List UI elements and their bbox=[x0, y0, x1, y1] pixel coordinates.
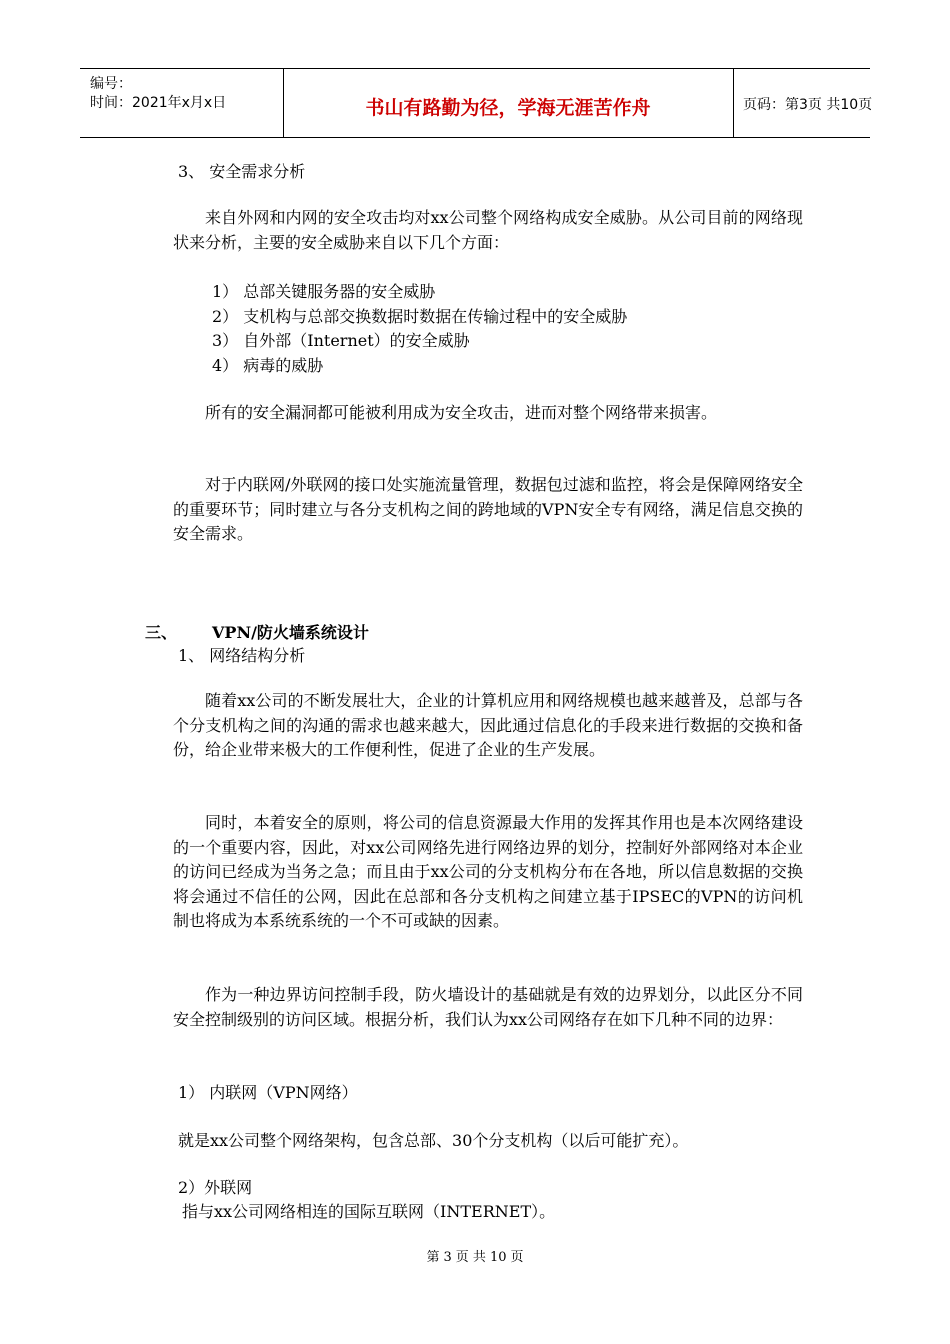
header-motto-cell bbox=[283, 69, 734, 137]
section-title: VPN/防火墙系统设计 bbox=[212, 623, 369, 642]
footer-prefix: 第 bbox=[426, 1250, 440, 1265]
header-motto: 书山有路勤为径，学海无涯苦作舟 bbox=[365, 97, 651, 119]
document-number-label: 编号： bbox=[90, 76, 132, 92]
footer-total-pages: 10 bbox=[489, 1250, 507, 1265]
network-growth-paragraph: 随着xx公司的不断发展壮大，企业的计算机应用和网络规模也越来越普及，总部与各个分支机构之间的沟通的需求也越来越大，因此通过信息化的手段来进行数据的交换和备份，给企业带来极大的工作便利性，促进了企业的生产发展。 bbox=[173, 691, 803, 760]
security-principle-paragraph: 同时，本着安全的原则，将公司的信息资源最大作用的发挥其作用也是本次网络建设的一个重要内容，因此，对xx公司网络先进行网络边界的划分，控制好外部网络对本企业的访问已经成为当务之急；而且由于xx公司的分支机构分布在各地，所以信息数据的交换将会通过不信任的公网，因此在总部和各分支机构之间建立基于IPSEC的VPN的访问机制也将成为本系统系统的一个不可或缺的因素。 bbox=[173, 813, 803, 931]
subsection-heading-network-structure: 1、 网络结构分析 bbox=[178, 646, 306, 665]
threat-item-2: 2） 支机构与总部交换数据时数据在传输过程中的安全威胁 bbox=[212, 307, 628, 326]
document-date-label: 时间：2021年x月x日 bbox=[90, 95, 227, 111]
page-header bbox=[80, 68, 873, 138]
traffic-management-paragraph: 对于内联网/外联网的接口处实施流量管理，数据包过滤和监控，将会是保障网络安全的重要环节；同时建立与各分支机构之间的跨地域的VPN安全专有网络，满足信息交换的安全需求。 bbox=[173, 475, 803, 544]
boundary-extranet-description: 指与xx公司网络相连的国际互联网（INTERNET）。 bbox=[182, 1202, 556, 1221]
footer-mid: 页 共 bbox=[455, 1250, 486, 1265]
header-page-label: 页码：第3页 共10页 bbox=[743, 97, 873, 113]
boundary-extranet-title: 2）外联网 bbox=[178, 1178, 253, 1197]
threat-item-3: 3） 自外部（Internet）的安全威胁 bbox=[212, 331, 470, 350]
threat-item-1: 1） 总部关键服务器的安全威胁 bbox=[212, 282, 436, 301]
threat-item-4: 4） 病毒的威胁 bbox=[212, 356, 324, 375]
subsection-heading-security-needs: 3、 安全需求分析 bbox=[178, 162, 306, 181]
firewall-boundary-paragraph: 作为一种边界访问控制手段，防火墙设计的基础就是有效的边界划分，以此区分不同安全控制级别的访问区域。根据分析，我们认为xx公司网络存在如下几种不同的边界： bbox=[173, 985, 803, 1029]
page-footer bbox=[0, 1246, 950, 1265]
footer-suffix: 页 bbox=[510, 1250, 524, 1265]
boundary-intranet-description: 就是xx公司整个网络架构，包含总部、30个分支机构（以后可能扩充）。 bbox=[178, 1131, 689, 1150]
header-info-cell bbox=[80, 69, 284, 137]
boundary-intranet-title: 1） 内联网（VPN网络） bbox=[178, 1083, 358, 1102]
footer-page-number: 3 bbox=[443, 1250, 452, 1265]
vulnerability-paragraph: 所有的安全漏洞都可能被利用成为安全攻击，进而对整个网络带来损害。 bbox=[205, 403, 718, 422]
header-page-cell bbox=[733, 69, 873, 137]
security-intro-paragraph: 来自外网和内网的安全攻击均对xx公司整个网络构成安全威胁。从公司目前的网络现状来分析，主要的安全威胁来自以下几个方面： bbox=[173, 208, 803, 252]
section-number: 三、 bbox=[145, 623, 178, 642]
